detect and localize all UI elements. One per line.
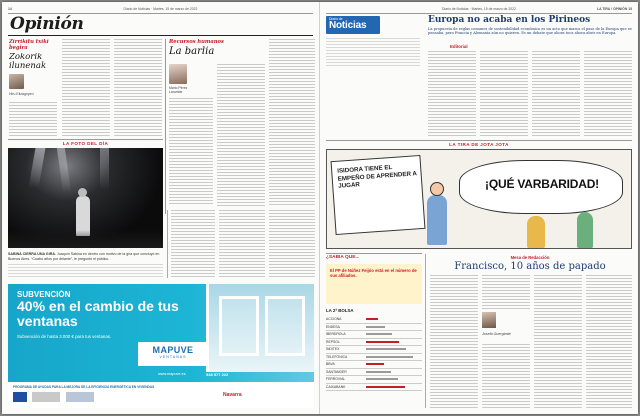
cartoon-figure	[427, 195, 447, 245]
ad-brand-box	[138, 342, 208, 366]
column2-text-f	[269, 210, 315, 278]
cartoon-figure-head	[430, 182, 444, 196]
chart-label: LA 2ª BOLSA	[326, 308, 354, 313]
markets-table	[326, 316, 422, 408]
table-row	[326, 339, 422, 347]
table-cell-bar	[366, 348, 406, 350]
column1-text-b	[62, 39, 110, 137]
editorial-title: Europa no acaba en los Pirineos	[428, 15, 591, 25]
cartoon-bubble-right: ¡QUÉ VARBARIDAD!	[485, 177, 599, 191]
article-kicker: Mesa de Redacción	[510, 255, 550, 260]
cartoon-sign	[331, 155, 426, 235]
eu-logo-icon	[13, 392, 27, 402]
cartoon-bubble-left: ISIDORA TIENE EL EMPEÑO DE APRENDER A JUGAR	[337, 163, 417, 190]
table-cell-name: SANTANDER	[326, 369, 347, 374]
column2-title: La barlia	[169, 46, 215, 57]
right-brand: LA TIRA / OPINIÓN	[597, 6, 628, 11]
article-text-c	[534, 275, 582, 408]
photo-of-the-day	[8, 148, 163, 248]
table-cell-bar	[366, 386, 405, 388]
cartoon-char-2	[527, 216, 545, 248]
column2-author-photo	[169, 64, 187, 84]
ad-brand: MAPUVE	[152, 345, 194, 355]
right-runhead: Diario de Noticias · Martes, 15 de marzo de 2022 LA TIRA / OPINIÓN 15	[442, 6, 632, 11]
ad-badge: Navarra	[223, 392, 242, 398]
article-text-b2	[482, 344, 530, 408]
ad-phone: 948 577 222	[206, 372, 229, 377]
ad-headline: 40% en el cambio de tus ventanas	[17, 299, 179, 329]
right-paper-name: Diario de Noticias	[442, 6, 469, 11]
ad-window-image	[206, 284, 314, 372]
left-page-number: 14	[8, 6, 12, 11]
table-cell-bar	[366, 363, 384, 365]
masthead-small: Diario de	[329, 17, 343, 21]
table-cell-name: FERROVIAL	[326, 377, 346, 382]
column2-text-d	[171, 210, 215, 278]
editorial-text-b	[480, 51, 528, 137]
newspaper-spread	[2, 2, 638, 414]
column1-kicker: Zirrikitu txiki begira	[9, 39, 49, 51]
table-cell-bar	[366, 341, 399, 343]
editorial-text-d	[584, 51, 632, 137]
ad-headline-top: SUBVENCIÓN	[17, 290, 71, 299]
article-author: Josefa Guergtrate	[482, 332, 511, 336]
column2-text-b	[217, 64, 265, 206]
ad-footer	[8, 382, 314, 408]
masthead-name: Noticias	[329, 20, 367, 31]
table-cell-name: ACCIONA	[326, 317, 342, 322]
column1-author-photo	[9, 74, 24, 89]
table-row	[326, 354, 422, 362]
table-row	[326, 324, 422, 332]
table-row	[326, 384, 422, 392]
editorial-text-c	[532, 51, 580, 137]
table-cell-name: BBVA	[326, 362, 335, 367]
left-paper-name: Diario de Noticias	[123, 6, 151, 11]
article-author-photo	[482, 312, 496, 328]
table-row	[326, 376, 422, 384]
masthead-logo	[326, 16, 380, 34]
table-cell-name: ENDESA	[326, 324, 340, 329]
cartoon-strip	[326, 149, 632, 249]
table-cell-bar	[366, 356, 413, 358]
article-text-b1	[482, 275, 530, 309]
table-cell-bar	[366, 371, 391, 373]
table-cell-name: INDITEX	[326, 347, 340, 352]
table-row	[326, 346, 422, 354]
right-page-number: 15	[628, 6, 632, 11]
column1-author: Hiru Elizagoyen	[9, 92, 34, 96]
photo-caption-bold: SABINA CIERRA UNA GIRA.	[8, 252, 56, 256]
left-runhead: 14 Diario de Noticias · Martes, 15 de marzo de 2022	[8, 6, 198, 11]
table-row	[326, 331, 422, 339]
ad-mapuve[interactable]	[8, 284, 314, 408]
right-page	[320, 2, 638, 414]
column1-text-a	[9, 102, 57, 136]
left-date: Martes, 15 de marzo de 2022	[153, 6, 198, 11]
photo-caption-text: Joaquín Sabina en dentro con motivo de la gira que concluyó en Buenos Aires. “Cuatro años por delante”, le preguntó el público.	[8, 252, 160, 261]
column2-text-a	[169, 98, 213, 206]
article-text-d	[586, 275, 632, 408]
photo-caption	[8, 252, 163, 261]
table-cell-bar	[366, 326, 385, 328]
table-row	[326, 361, 422, 369]
editorial-text-a	[428, 51, 476, 137]
ad-subline: Subvención de hasta 3.000 € para tus ventanas.	[17, 334, 112, 339]
cartoon-char-3	[577, 212, 593, 248]
table-cell-bar	[366, 333, 392, 335]
editorial-lede: La propuesta de reglas comunes de sostenibilidad económica es un acto que marca el paso de la Europa que se pensaba, pero Francia y Alemania aún no quieren. Es un debate que ahora toca ahora abrir en Europa.	[428, 27, 632, 36]
column2-text-e	[219, 210, 265, 278]
poll-text: El PP de Núñez Feijóo está en el número de sus afiliados.	[330, 268, 417, 279]
column1-text-c	[114, 39, 162, 137]
ad-brand-sub: VENTANAS	[159, 355, 187, 359]
gov-logo-icon	[32, 392, 60, 402]
table-cell-name: CAIXABANK	[326, 384, 346, 389]
table-cell-bar	[366, 318, 378, 320]
recovery-logo-icon	[66, 392, 94, 402]
left-page	[2, 2, 320, 414]
photo-caption-more	[8, 264, 163, 278]
poll-box	[326, 264, 422, 304]
article-text-a	[430, 275, 478, 408]
section-title: Opinión	[10, 14, 84, 34]
column1-title: Zokorik ilunenak	[9, 53, 47, 71]
ad-web: www.mapuve.es	[158, 372, 186, 376]
ad-footer-text: PROGRAMA DE AYUDAS PARA LA MEJORA DE LA EFICIENCIA ENERGÉTICA EN VIVIENDAS	[13, 385, 155, 389]
table-cell-name: REPSOL	[326, 339, 340, 344]
cartoon-bubble	[459, 160, 623, 214]
table-cell-name: TELEFÓNICA	[326, 354, 348, 359]
masthead-staff	[326, 38, 420, 68]
column2-author: Mario Pérez Larumbe	[169, 86, 188, 94]
photo-label: LA FOTO DEL DÍA	[62, 141, 109, 146]
right-date: Martes, 15 de marzo de 2022	[471, 6, 516, 11]
editorial-label: Editorial	[450, 44, 468, 49]
cartoon-label: LA TIRA DE JOTA JOTA	[449, 142, 509, 147]
table-cell-bar	[366, 378, 398, 380]
table-row	[326, 369, 422, 377]
column2-text-c	[269, 39, 315, 206]
column2-kicker: Recursos humanos	[169, 39, 224, 45]
table-row	[326, 316, 422, 324]
table-cell-name: IBERDROLA	[326, 332, 346, 337]
article-title: Francisco, 10 años de papado	[454, 261, 606, 272]
poll-label: ¿SABÍA QUE...	[326, 255, 360, 260]
